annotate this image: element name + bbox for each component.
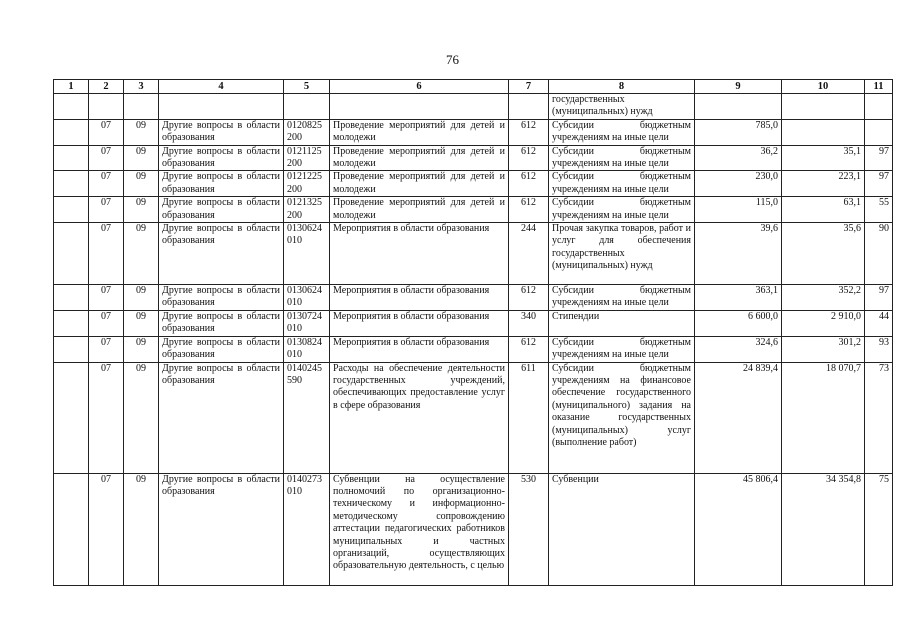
percent-value: 90: [879, 223, 889, 235]
cell-target-description: Мероприятия в области образования: [330, 310, 509, 336]
cell-actual-amount: [782, 223, 865, 285]
cell-subsection: 09: [124, 285, 159, 311]
cell-actual-amount: [782, 310, 865, 336]
planned-amount-value: 6 600,0: [748, 310, 778, 322]
cell-target-code: 0140245590: [284, 362, 330, 473]
cell-expense-description: Субсидии бюджетным учреждениям на иные цели: [549, 119, 695, 145]
cell-percent: [865, 362, 893, 473]
cell-section: [89, 94, 124, 120]
column-header: 1: [54, 80, 89, 94]
cell-planned-amount: [695, 119, 782, 145]
table-row: [54, 197, 893, 223]
cell-target-description: [330, 94, 509, 120]
cell-actual-amount: [782, 145, 865, 171]
cell-percent: [865, 145, 893, 171]
column-header: 10: [782, 80, 865, 94]
cell-section-name: Другие вопросы в области образования: [159, 285, 284, 311]
cell-col-1: [54, 362, 89, 473]
cell-expense-description: государственных (муниципальных) нужд: [549, 94, 695, 120]
cell-planned-amount: [695, 197, 782, 223]
cell-target-description: Проведение мероприятий для детей и молодежи: [330, 145, 509, 171]
cell-subsection: 09: [124, 310, 159, 336]
table-row: [54, 285, 893, 311]
cell-target-description: Мероприятия в области образования: [330, 285, 509, 311]
cell-expense-code: 611: [509, 362, 549, 473]
cell-expense-code: 612: [509, 119, 549, 145]
cell-planned-amount: [695, 171, 782, 197]
percent-value: 75: [879, 473, 889, 485]
cell-col-1: [54, 223, 89, 285]
cell-col-1: [54, 197, 89, 223]
column-header: 5: [284, 80, 330, 94]
cell-col-1: [54, 119, 89, 145]
cell-subsection: 09: [124, 473, 159, 585]
cell-planned-amount: [695, 336, 782, 362]
cell-expense-description: Субсидии бюджетным учреждениям на иные цели: [549, 336, 695, 362]
percent-value: 55: [879, 197, 889, 209]
actual-amount-value: 63,1: [843, 197, 861, 209]
cell-section: 07: [89, 119, 124, 145]
cell-section-name: Другие вопросы в области образования: [159, 310, 284, 336]
cell-section: 07: [89, 310, 124, 336]
cell-expense-description: Субсидии бюджетным учреждениям на финансовое обеспечение государственного (муниципального) задания на оказание государственных (муниципальных) услуг (выполнение работ): [549, 362, 695, 473]
cell-percent: [865, 285, 893, 311]
cell-target-description: Проведение мероприятий для детей и молодежи: [330, 119, 509, 145]
cell-section-name: Другие вопросы в области образования: [159, 223, 284, 285]
cell-target-code: 0140273010: [284, 473, 330, 585]
table-row: [54, 171, 893, 197]
cell-target-code: 0121225200: [284, 171, 330, 197]
cell-percent: [865, 473, 893, 585]
actual-amount-value: 35,1: [843, 145, 861, 157]
cell-target-description: Проведение мероприятий для детей и молодежи: [330, 197, 509, 223]
actual-amount-value: 352,2: [838, 285, 861, 297]
cell-target-code: 0130824010: [284, 336, 330, 362]
cell-expense-code: 612: [509, 336, 549, 362]
cell-target-description: Мероприятия в области образования: [330, 336, 509, 362]
cell-section-name: Другие вопросы в области образования: [159, 336, 284, 362]
cell-section: 07: [89, 223, 124, 285]
column-header: 7: [509, 80, 549, 94]
cell-section: 07: [89, 145, 124, 171]
cell-actual-amount: [782, 119, 865, 145]
budget-table: [53, 79, 893, 586]
percent-value: 97: [879, 145, 889, 157]
cell-col-1: [54, 94, 89, 120]
cell-actual-amount: [782, 336, 865, 362]
cell-percent: [865, 94, 893, 120]
planned-amount-value: 115,0: [755, 197, 778, 209]
actual-amount-value: 223,1: [838, 171, 861, 183]
table-row: [54, 336, 893, 362]
percent-value: 73: [879, 362, 889, 374]
cell-section: 07: [89, 285, 124, 311]
cell-expense-code: 244: [509, 223, 549, 285]
cell-target-code: 0130724010: [284, 310, 330, 336]
cell-expense-code: 612: [509, 285, 549, 311]
planned-amount-value: 36,2: [760, 145, 778, 157]
actual-amount-value: 18 070,7: [826, 362, 861, 374]
cell-target-description: Расходы на обеспечение деятельности государственных учреждений, обеспечивающих предоставление услуг в сфере образования: [330, 362, 509, 473]
table-row: [54, 145, 893, 171]
cell-percent: [865, 336, 893, 362]
cell-planned-amount: [695, 310, 782, 336]
cell-planned-amount: [695, 94, 782, 120]
cell-expense-code: 530: [509, 473, 549, 585]
table-row: [54, 473, 893, 585]
cell-target-code: 0130624010: [284, 223, 330, 285]
cell-subsection: [124, 94, 159, 120]
column-header: 8: [549, 80, 695, 94]
percent-value: 97: [879, 171, 889, 183]
cell-actual-amount: [782, 171, 865, 197]
cell-section: 07: [89, 336, 124, 362]
cell-expense-code: 612: [509, 145, 549, 171]
cell-actual-amount: [782, 94, 865, 120]
percent-value: 97: [879, 285, 889, 297]
column-header: 2: [89, 80, 124, 94]
cell-target-code: 0120825200: [284, 119, 330, 145]
cell-expense-description: Субвенции: [549, 473, 695, 585]
cell-actual-amount: [782, 285, 865, 311]
cell-subsection: 09: [124, 119, 159, 145]
cell-subsection: 09: [124, 145, 159, 171]
cell-planned-amount: [695, 223, 782, 285]
cell-col-1: [54, 285, 89, 311]
planned-amount-value: 45 806,4: [743, 473, 778, 485]
planned-amount-value: 230,0: [755, 171, 778, 183]
cell-expense-description: Субсидии бюджетным учреждениям на иные цели: [549, 285, 695, 311]
cell-actual-amount: [782, 473, 865, 585]
column-header: 6: [330, 80, 509, 94]
cell-section-name: Другие вопросы в области образования: [159, 119, 284, 145]
cell-section-name: Другие вопросы в области образования: [159, 473, 284, 585]
planned-amount-value: 24 839,4: [743, 362, 778, 374]
cell-expense-description: Субсидии бюджетным учреждениям на иные цели: [549, 197, 695, 223]
actual-amount-value: 2 910,0: [831, 310, 861, 322]
percent-value: 93: [879, 336, 889, 348]
column-header: 3: [124, 80, 159, 94]
cell-expense-description: Стипендии: [549, 310, 695, 336]
cell-planned-amount: [695, 285, 782, 311]
cell-expense-code: [509, 94, 549, 120]
table-row: [54, 362, 893, 473]
actual-amount-value: 301,2: [838, 336, 861, 348]
cell-col-1: [54, 473, 89, 585]
cell-section: 07: [89, 362, 124, 473]
cell-expense-description: Прочая закупка товаров, работ и услуг для обеспечения государственных (муниципальных) нужд: [549, 223, 695, 285]
actual-amount-value: 35,6: [843, 223, 861, 235]
cell-planned-amount: [695, 473, 782, 585]
cell-section: 07: [89, 197, 124, 223]
planned-amount-value: 324,6: [755, 336, 778, 348]
cell-target-code: 0121125200: [284, 145, 330, 171]
table-row: [54, 94, 893, 120]
cell-target-description: Мероприятия в области образования: [330, 223, 509, 285]
cell-subsection: 09: [124, 197, 159, 223]
table-row: [54, 223, 893, 285]
cell-section-name: [159, 94, 284, 120]
cell-section-name: Другие вопросы в области образования: [159, 145, 284, 171]
column-header: 4: [159, 80, 284, 94]
cell-subsection: 09: [124, 223, 159, 285]
cell-col-1: [54, 171, 89, 197]
cell-col-1: [54, 145, 89, 171]
planned-amount-value: 785,0: [755, 119, 778, 131]
cell-percent: [865, 197, 893, 223]
page-number: 76: [446, 52, 459, 67]
cell-section: 07: [89, 171, 124, 197]
cell-section-name: Другие вопросы в области образования: [159, 197, 284, 223]
cell-expense-description: Субсидии бюджетным учреждениям на иные цели: [549, 171, 695, 197]
table-header-row: [54, 80, 893, 94]
cell-section: 07: [89, 473, 124, 585]
cell-expense-code: 612: [509, 197, 549, 223]
cell-actual-amount: [782, 362, 865, 473]
cell-subsection: 09: [124, 171, 159, 197]
cell-target-description: Проведение мероприятий для детей и молодежи: [330, 171, 509, 197]
table-row: [54, 119, 893, 145]
planned-amount-value: 39,6: [760, 223, 778, 235]
actual-amount-value: 34 354,8: [826, 473, 861, 485]
cell-percent: [865, 171, 893, 197]
cell-expense-code: 340: [509, 310, 549, 336]
cell-col-1: [54, 310, 89, 336]
cell-percent: [865, 223, 893, 285]
cell-subsection: 09: [124, 336, 159, 362]
cell-percent: [865, 310, 893, 336]
cell-target-code: 0121325200: [284, 197, 330, 223]
cell-target-code: [284, 94, 330, 120]
cell-actual-amount: [782, 197, 865, 223]
cell-section-name: Другие вопросы в области образования: [159, 362, 284, 473]
cell-section-name: Другие вопросы в области образования: [159, 171, 284, 197]
column-header: 9: [695, 80, 782, 94]
cell-target-description: Субвенции на осуществление полномочий по организационно-техническому и информационно-методическому сопровождению аттестации педагогических работников муниципальных и частных организаций, осуществляющих образовательную деятельность, с целью: [330, 473, 509, 585]
cell-planned-amount: [695, 362, 782, 473]
planned-amount-value: 363,1: [755, 285, 778, 297]
cell-expense-description: Субсидии бюджетным учреждениям на иные цели: [549, 145, 695, 171]
cell-col-1: [54, 336, 89, 362]
column-header: 11: [865, 80, 893, 94]
cell-percent: [865, 119, 893, 145]
cell-expense-code: 612: [509, 171, 549, 197]
cell-target-code: 0130624010: [284, 285, 330, 311]
table-row: [54, 310, 893, 336]
percent-value: 44: [879, 310, 889, 322]
cell-subsection: 09: [124, 362, 159, 473]
cell-planned-amount: [695, 145, 782, 171]
